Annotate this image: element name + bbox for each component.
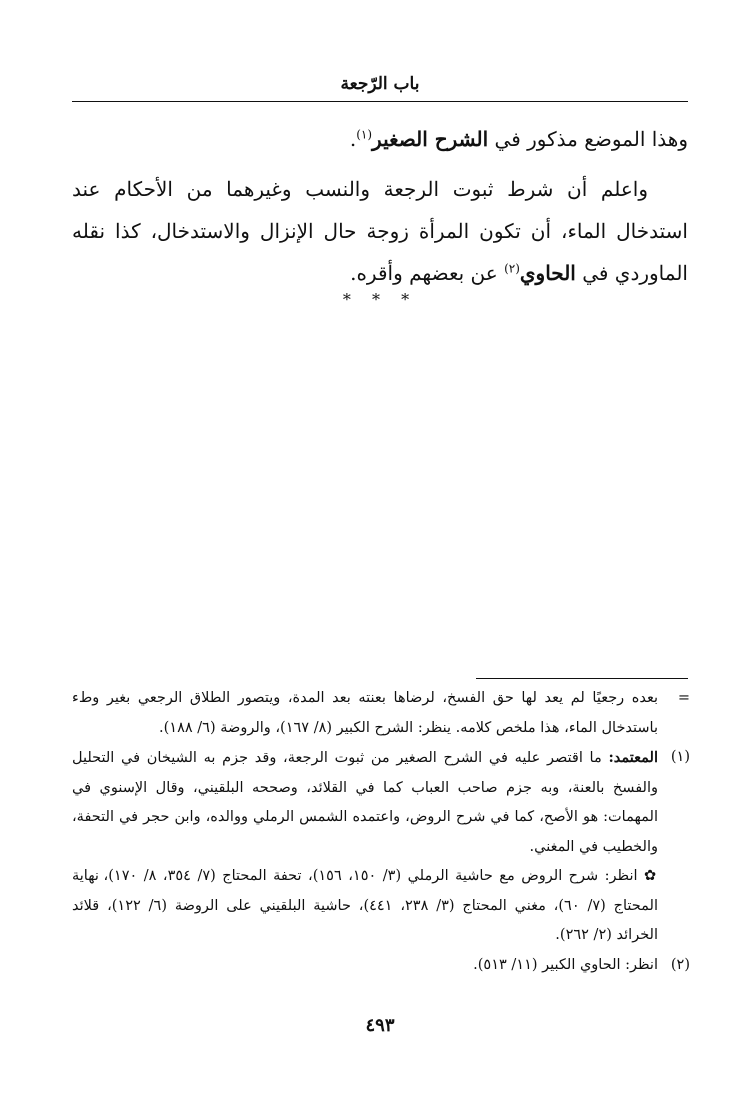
- running-head: باب الرّجعة: [340, 74, 420, 94]
- footnote-1-content: [72, 743, 658, 951]
- footnote-continuation-marker: =: [677, 690, 690, 706]
- footnote-2: [72, 951, 690, 981]
- main-text: [72, 118, 688, 294]
- footnote-rule: [476, 678, 688, 679]
- footnote-2-marker: (٢): [670, 956, 690, 973]
- footnote-1-references: ✿ انظر: شرح الروض مع حاشية الرملي (٣/ ١٥٠، ١٥٦)، تحفة المحتاج (٧/ ٣٥٤، ٨/ ١٧٠)، نهاية المحتاج (٧/ ٦٠)، مغني المحتاج (٣/ ٢٣٨، ٤٤١)، حاشية البلقيني على الروضة (٦/ ١٢٢)، قلائد الخرائد (٢/ ٢٦٢).: [72, 868, 658, 943]
- footnote-continuation: [72, 684, 690, 743]
- footnote-1-body: [72, 743, 658, 862]
- book-title-hawi: الحاوي: [519, 261, 576, 285]
- footnote-continuation-text: بعده رجعيًا لم يعد لها حق الفسخ، لرضاها بعنته بعد المدة، ويتصور الطلاق الرجعي بغير وطء باستدخال الماء، هذا ملخص كلامه. ينظر: الشرح الكبير (٨/ ١٦٧)، والروضة (٦/ ١٨٨).: [72, 690, 658, 736]
- paragraph-2-end: عن بعضهم وأقره.: [350, 261, 505, 285]
- paragraph-2: [72, 168, 688, 294]
- footnote-2-text: انظر: الحاوي الكبير (١١/ ٥١٣).: [473, 956, 658, 973]
- footnote-reference-2: (٢): [504, 261, 520, 276]
- footnote-1-marker: (١): [670, 749, 690, 765]
- paragraph-1-text: وهذا الموضع مذكور في: [488, 127, 688, 151]
- page-number: ٤٩٣: [365, 1015, 395, 1036]
- section-divider: * * *: [342, 290, 418, 309]
- footnote-reference-1: (١): [356, 127, 373, 142]
- paragraph-1-end: .: [349, 127, 357, 151]
- paragraph-2-text: واعلم أن شرط ثبوت الرجعة والنسب وغيرهما من الأحكام عند استدخال الماء، أن تكون المرأة زوجة حال الإنزال والاستدخال، كذا نقله الماوردي في: [72, 177, 688, 285]
- paragraph-1: [72, 118, 688, 160]
- footnote-1-keyword: المعتمد:: [608, 749, 658, 766]
- footnote-1: [72, 743, 690, 951]
- footnote-1-text: ما اقتصر عليه في الشرح الصغير من ثبوت الرجعة، وقد جزم به الشيخان في التحليل والفسخ بالعنة، وبه جزم صاحب العباب كما في القلائد، وصححه البلقيني، وقال الإسنوي في المهمات: هو الأصح، كما في شرح الروض، واعتمده الشمس الرملي ووالده، وابن حجر في التحفة، والخطيب في المغني.: [72, 750, 658, 855]
- header-rule: [72, 101, 688, 102]
- book-title-sharh-saghir: الشرح الصغير: [372, 127, 489, 151]
- footnotes: [72, 684, 690, 980]
